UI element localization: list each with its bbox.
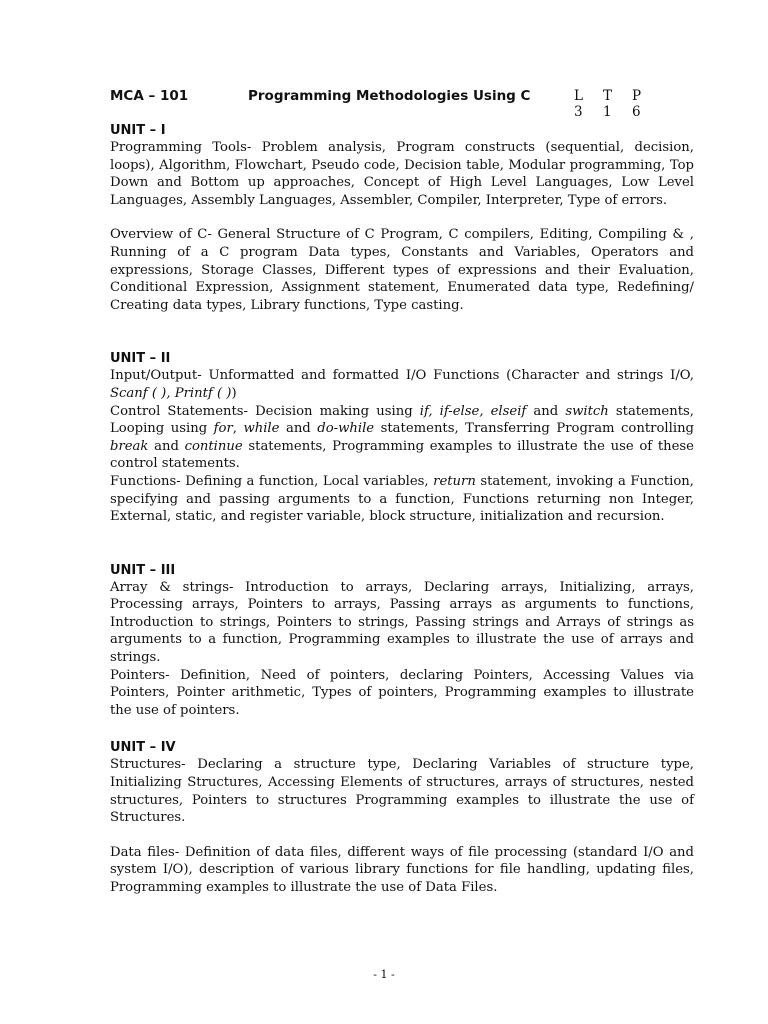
ltp-labels — [574, 88, 661, 104]
unit-2-paragraph-1: Input/Output- Unformatted and formatted I/O Functions (Character and strings I/O, Scanf ( ), Printf ( )) — [110, 368, 694, 401]
unit-3-paragraph-1: Array & strings- Introduction to arrays, Declaring arrays, Initializing, arrays, Processing arrays, Pointers to arrays, Passing arrays as arguments to functions, Introduction to strings, Pointers to strings, Passing strings and Arrays of strings as arguments to a function, Programming examples to illustrate the use of arrays and strings. — [110, 579, 694, 666]
ltp-value-t: 1 — [603, 104, 612, 120]
ltp-label-p: P — [632, 88, 642, 104]
unit-1 — [110, 122, 694, 314]
ltp-value-p: 6 — [632, 104, 641, 120]
unit-heading: UNIT – III — [110, 562, 176, 578]
unit-1-paragraph-1: Programming Tools- Problem analysis, Program constructs (sequential, decision, loops), Algorithm, Flowchart, Pseudo code, Decision table, Modular programming, Top Down and Bottom up approaches, Concept of High Level Languages, Low Level Languages, Assembly Languages, Assembler, Compiler, Interpreter, Type of errors. — [110, 140, 694, 208]
unit-heading: UNIT – I — [110, 123, 166, 138]
course-title: Programming Methodologies Using C — [248, 88, 531, 104]
unit-heading: UNIT – II — [110, 351, 171, 367]
ltp-label-t: T — [603, 88, 613, 104]
unit-2-paragraph-2: Control Statements- Decision making using if, if-else, elseif and switch statements, Looping using for, while and do-while statements, Transferring Program controlling break and continue statements, Programming examples to illustrate the use of these control statements. — [110, 403, 695, 472]
unit-2-paragraph-3: Functions- Defining a function, Local variables, return statement, invoking a Function, specifying and passing arguments to a function, Functions returning non Integer, External, static, and register variable, block structure, initialization and recursion. — [110, 473, 694, 525]
syllabus-content — [110, 122, 694, 897]
page-number: - 1 - — [373, 968, 395, 981]
unit-1-paragraph-2: Overview of C- General Structure of C Program, C compilers, Editing, Compiling & , Running of a C program Data types, Constants and Variables, Operators and expressions, Storage Classes, Different types of expressions and their Evaluation, Conditional Expression, Assignment statement, Enumerated data type, Redefining/ Creating data types, Library functions, Type casting. — [110, 227, 694, 313]
ltp-label-l: L — [574, 88, 583, 104]
unit-3 — [110, 562, 694, 720]
unit-heading: UNIT – IV — [110, 740, 176, 756]
unit-2 — [110, 350, 694, 525]
unit-4 — [110, 739, 694, 896]
unit-3-paragraph-2: Pointers- Definition, Need of pointers, declaring Pointers, Accessing Values via Pointers, Pointer arithmetic, Types of pointers, Programming examples to illustrate the use of pointers. — [110, 667, 694, 718]
ltp-table — [574, 88, 661, 120]
unit-4-paragraph-1: Structures- Declaring a structure type, Declaring Variables of structure type, Initializing Structures, Accessing Elements of structures, arrays of structures, nested structures, Pointers to structures Programming examples to illustrate the use of Structures. — [110, 757, 694, 826]
ltp-value-l: 3 — [574, 104, 583, 120]
unit-4-paragraph-2: Data files- Definition of data files, different ways of file processing (standard I/O and system I/O), description of various library functions for file handling, updating files, Programming examples to illustrate the use of Data Files. — [110, 844, 694, 895]
course-code: MCA – 101 — [110, 88, 189, 104]
ltp-values — [574, 104, 661, 120]
